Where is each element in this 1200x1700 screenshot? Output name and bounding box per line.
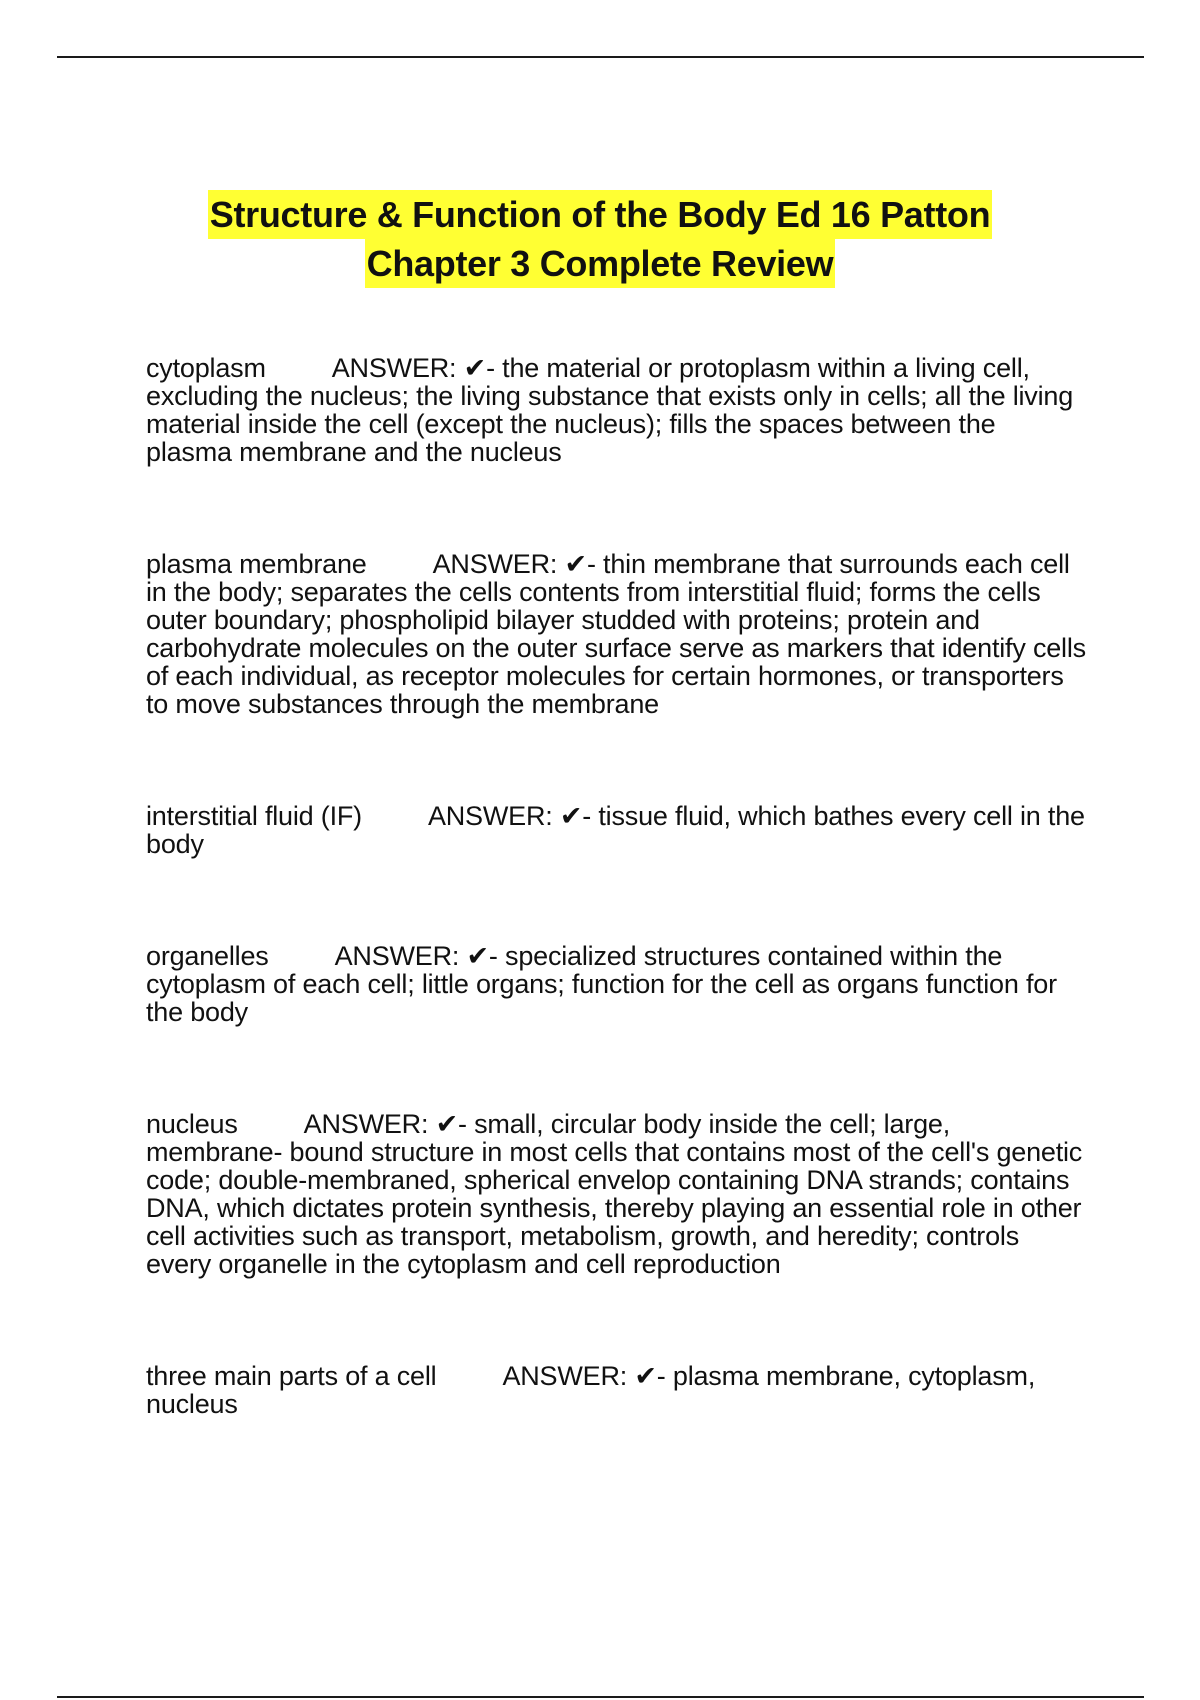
entry-answer: ANSWER: ✔- the material or protoplasm within a living cell, excluding the nucleus; the living substance that exists only in cells; all the living material inside the cell (except the nucleus); fills the spaces between the plasma membrane and the nucleus [146,353,1074,467]
entry-term: nucleus [146,1109,238,1139]
entry-answer: ANSWER: ✔- plasma membrane, cytoplasm, nucleus [146,1361,1036,1419]
entry-term: organelles [146,941,269,971]
entry-term: plasma membrane [146,549,367,579]
entry-term: interstitial fluid (IF) [146,801,362,831]
entry-answer: ANSWER: ✔- thin membrane that surrounds each cell in the body; separates the cells contents from interstitial fluid; forms the cells outer boundary; phospholipid bilayer studded with proteins; protein and carbohydrate molecules on the outer surface serve as markers that identify cells of each individual, as receptor molecules for certain hormones, or transporters to move substances through the membrane [146,549,1086,719]
entry-interstitial-fluid [146,802,1086,858]
entry-nucleus [146,1110,1086,1278]
entry-answer: ANSWER: ✔- specialized structures contained within the cytoplasm of each cell; little organs; function for the cell as organs function for the body [146,941,1057,1027]
header-rule [57,56,1144,58]
entry-term: cytoplasm [146,353,266,383]
entry-term: three main parts of a cell [146,1361,437,1391]
entry-answer: ANSWER: ✔- tissue fluid, which bathes every cell in the body [146,801,1085,859]
entry-answer: ANSWER: ✔- small, circular body inside the cell; large, membrane- bound structure in most cells that contains most of the cell's genetic code; double-membraned, spherical envelop containing DNA strands; contains DNA, which dictates protein synthesis, thereby playing an essential role in other cell activities such as transport, metabolism, growth, and heredity; controls every organelle in the cytoplasm and cell reproduction [146,1109,1083,1279]
entry-cytoplasm [146,354,1086,466]
footer-rule [57,1696,1144,1698]
title-line-2: Chapter 3 Complete Review [365,239,836,288]
document-title [0,190,1200,288]
entry-three-main-parts [146,1362,1086,1418]
review-entries [146,354,1086,1418]
title-line-1: Structure & Function of the Body Ed 16 Patton [208,190,993,239]
entry-plasma-membrane [146,550,1086,718]
entry-organelles [146,942,1086,1026]
